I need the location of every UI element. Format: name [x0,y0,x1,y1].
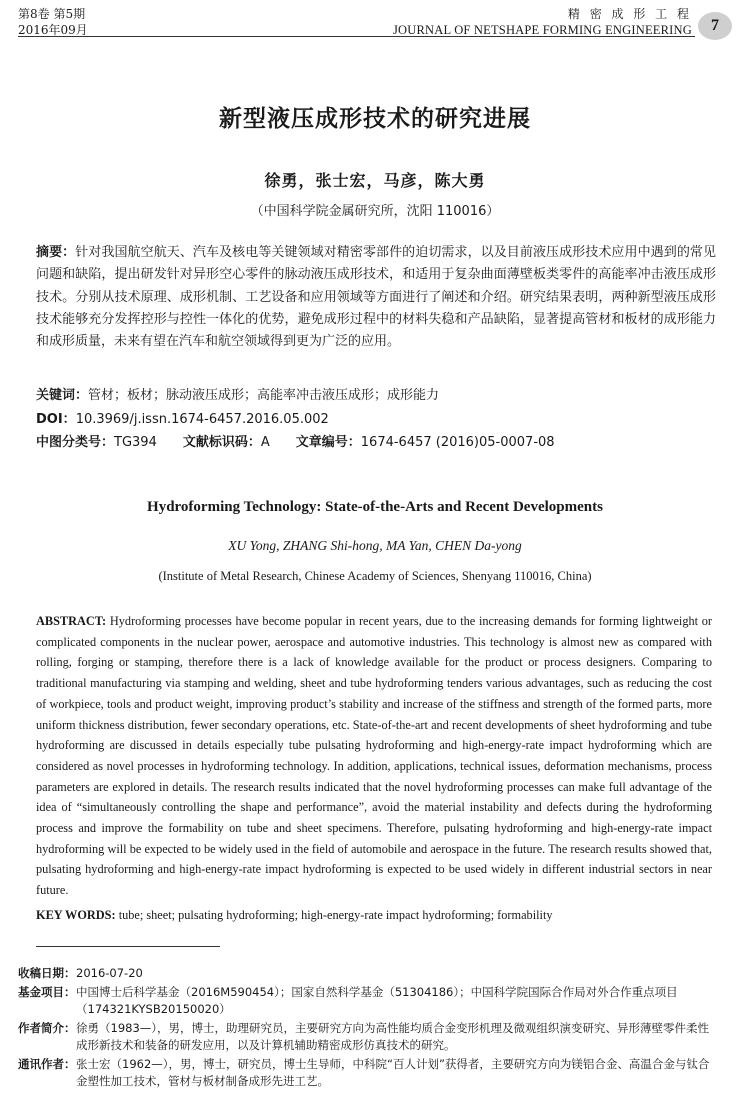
keywords-en-text: tube; sheet; pulsating hydroforming; high-energy-rate impact hydroforming; formability [118,908,553,922]
affiliation-en: (Institute of Metal Research, Chinese Academy of Sciences, Shenyang 110016, China) [158,569,592,583]
authors-cn: 徐勇，张士宏，马彦，陈大勇 [264,171,486,190]
running-header-right [393,6,692,38]
paper-title-en: Hydroforming Technology: State-of-the-Arts and Recent Developments [147,499,603,515]
keywords-en-label: KEY WORDS: [36,908,116,922]
author-bio-label: 作者简介： [18,1021,76,1035]
class-value: TG394 [114,435,157,450]
paper-title-cn: 新型液压成形技术的研究进展 [219,106,531,132]
keywords-cn [36,384,726,403]
doccode-label: 文献标识码： [182,435,261,450]
doi-value: 10.3969/j.issn.1674-6457.2016.05.002 [75,412,329,427]
doccode-value: A [260,435,270,450]
abstract-en-text: Hydroforming processes have become popular in recent years, due to the increasing demands for forming lightweight or complicated components in the nuclear power, aerospace and automotive industries. This technology is almost new as compared with rolling, forging or stamping, therefore there is a lack of knowledge available for the product or process designers. Comparing to traditional manufacturing via stamping and welding, sheet and tube hydroforming tenders various advantages, such as reducing the cost of workpiece, tools and product weight, improving product’s stability and increase of the stiffness and strength of the formed parts, more uniform thickness distribution, fewer secondary operations, etc. State-of-the-art and recent developments of sheet hydroforming and tube hydroforming are discussed in details especially tube pulsating hydroforming and high-energy-rate impact hydroforming which are considered as novel processes in hydroforming technology. In addition, applications, technical issues, deformation mechanisms, process parameters are explored in details. The research results indicated that the novel hydroforming processes can make full advantage of the idea of “simultaneously controlling the shape and performance”, avoid the material instability and defects during the hydroforming process and improve the formability on tube and sheet specimens. Therefore, pulsating hydroforming and high-energy-rate impact hydroforming will be expected to be widely used in the field of automobile and aerospace in the future. The research results showed that, pulsating hydroforming and high-energy-rate impact hydroforming is expected to be used widely in different industrial sectors in near future. [36,614,713,898]
author-bio-value: 徐勇（1983—），男，博士，助理研究员，主要研究方向为高性能均质合金变形机理及微观组织演变研究、异形薄壁零件柔性成形新技术和装备的研发应用，以及计算机辅助精密成形仿真技术的研究。 [76,1021,710,1052]
abstract-cn [36,242,716,353]
corresponding-label: 通讯作者： [18,1057,76,1071]
article-number-value: 1674-6457 (2016)05-0007-08 [360,435,555,450]
footnote-rule [36,946,220,947]
authors-en: XU Yong, ZHANG Shi-hong, MA Yan, CHEN Da-yong [228,538,522,553]
article-number-label: 文章编号： [295,435,361,450]
classification-line [36,431,726,450]
abstract-en [36,611,712,901]
footnote-author-bio [18,1020,718,1054]
abstract-cn-label: 摘要： [36,245,76,260]
keywords-cn-label: 关键词： [36,388,89,403]
header-rule [18,36,695,37]
journal-name-cn: 精 密 成 形 工 程 [567,7,692,21]
affiliation-cn: （中国科学院金属研究所，沈阳 110016） [250,204,500,219]
keywords-cn-text: 管材；板材；脉动液压成形；高能率冲击液压成形；成形能力 [88,388,440,403]
class-label: 中图分类号： [36,435,115,450]
doi-label: DOI： [36,412,76,427]
journal-name-en: JOURNAL OF NETSHAPE FORMING ENGINEERING [392,23,692,37]
volume-issue: 第8卷 第5期 [18,7,86,21]
corresponding-value: 张士宏（1962—），男，博士，研究员，博士生导师，中科院“百人计划”获得者，主要研究方向为镁铝合金、高温合金与钛合金塑性加工技术，管材与板材制备成形先进工艺。 [76,1057,710,1088]
footnote-received [18,965,718,982]
issue-date: 2016年09月 [18,23,88,37]
keywords-en [36,908,712,923]
running-header-left [18,6,88,38]
footnote-corresponding [18,1056,718,1090]
footnote-funding [18,984,718,1018]
doi-line [36,408,726,427]
fund-value: 中国博士后科学基金（2016M590454）；国家自然科学基金（51304186）；中国科学院国际合作局对外合作重点项目（174321KYSB20150020） [76,985,678,1016]
received-value: 2016-07-20 [76,966,143,980]
abstract-en-label: ABSTRACT: [36,614,107,628]
abstract-cn-text: 针对我国航空航天、汽车及核电等关键领域对精密零部件的迫切需求，以及目前液压成形技术应用中遇到的常见问题和缺陷，提出研发针对异形空心零件的脉动液压成形技术，和适用于复杂曲面薄壁板类零件的高能率冲击液压成形技术。分别从技术原理、成形机制、工艺设备和应用领域等方面进行了阐述和介绍。研究结果表明，两种新型液压成形技术能够充分发挥控形与控性一体化的优势，避免成形过程中的材料失稳和产品缺陷，显著提高管材和板材的成形能力和成形质量，未来有望在汽车和航空领域得到更为广泛的应用。 [36,245,716,350]
page-number: 7 [698,12,732,40]
fund-label: 基金项目： [18,985,76,999]
received-label: 收稿日期： [18,966,76,980]
